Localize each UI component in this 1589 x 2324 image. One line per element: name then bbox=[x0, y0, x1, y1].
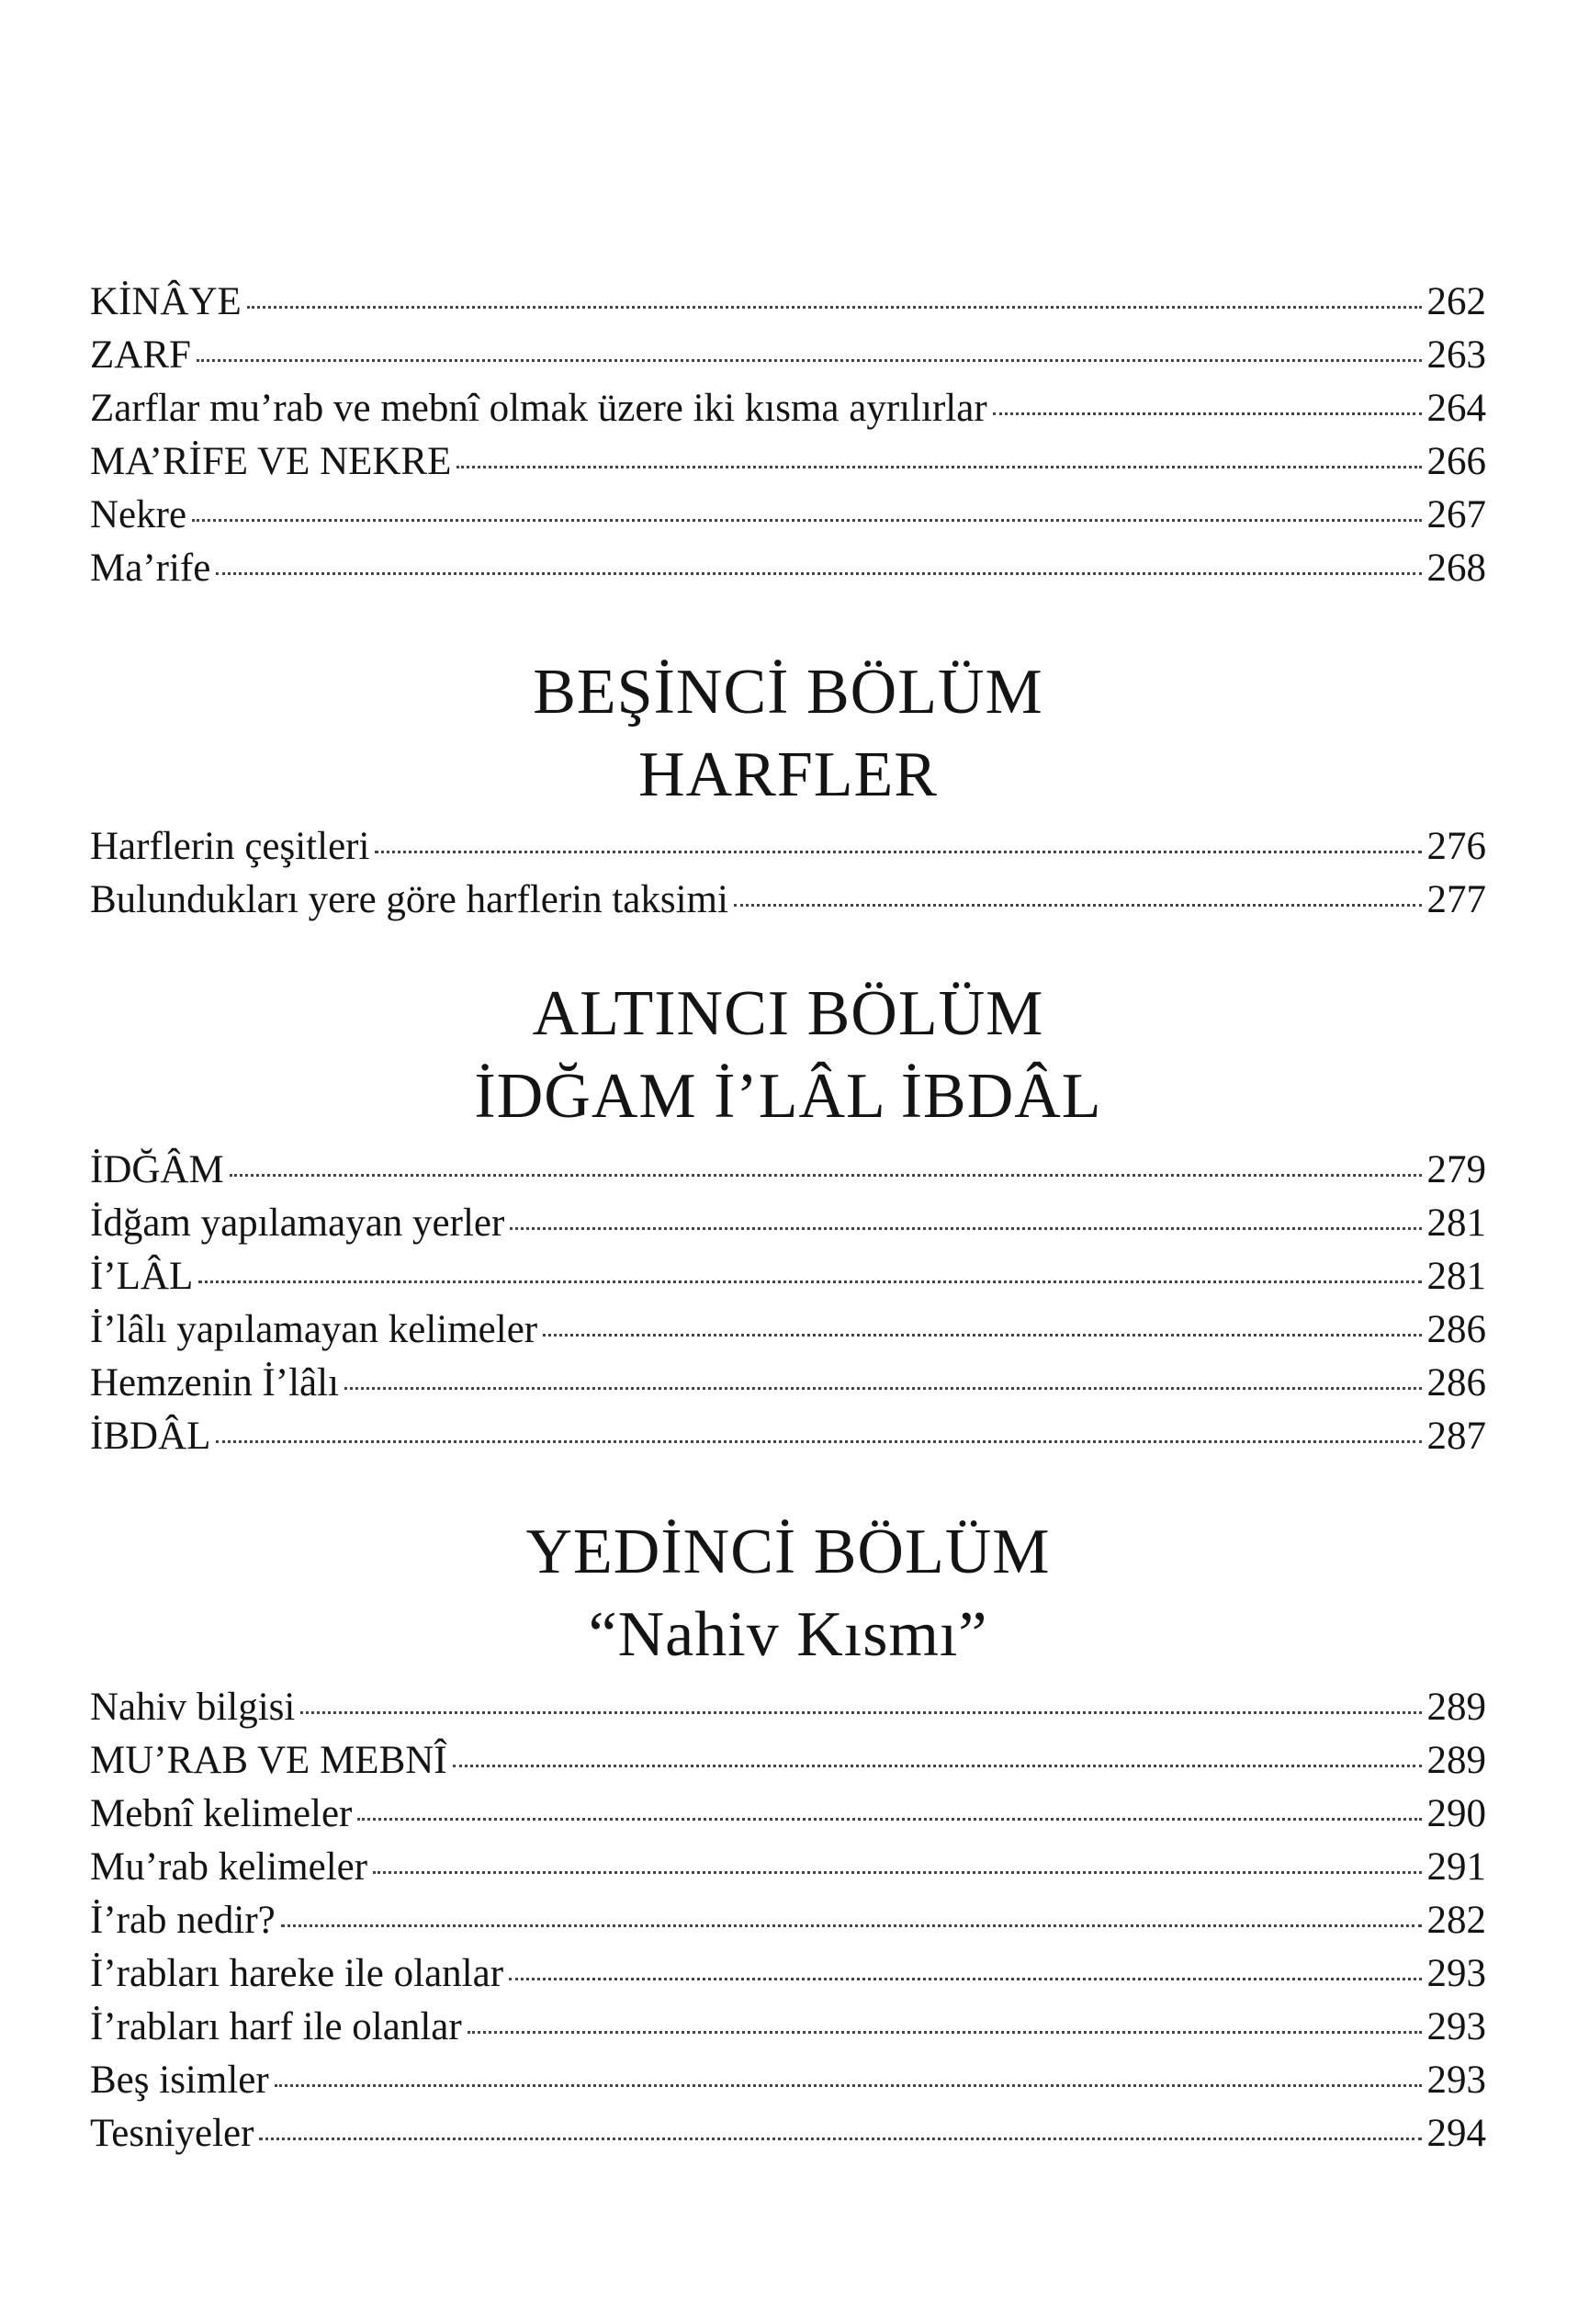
dot-leader bbox=[510, 1227, 1421, 1230]
toc-entry-page: 282 bbox=[1426, 1899, 1486, 1942]
toc-entry-title: İDĞÂM bbox=[90, 1148, 224, 1191]
toc-entry-page: 286 bbox=[1426, 1361, 1486, 1405]
dot-leader bbox=[216, 572, 1421, 575]
toc-entry bbox=[90, 1947, 1486, 2001]
toc-entry bbox=[90, 1841, 1486, 1894]
toc-entry-page: 268 bbox=[1426, 547, 1486, 590]
toc-entry bbox=[90, 1681, 1486, 1734]
dot-leader bbox=[344, 1387, 1421, 1390]
toc-section-idgam bbox=[90, 1144, 1486, 1463]
toc-entry bbox=[90, 874, 1486, 927]
toc-entry-title: Harflerin çeşitleri bbox=[90, 825, 370, 868]
toc-entry bbox=[90, 435, 1486, 489]
section-subheading: HARFLER bbox=[638, 739, 938, 810]
toc-entry-title: Bulundukları yere göre harflerin taksimi bbox=[90, 878, 728, 921]
dot-leader bbox=[375, 851, 1421, 853]
section-subheading: “Nahiv Kısmı” bbox=[588, 1599, 988, 1670]
dot-leader bbox=[543, 1334, 1421, 1337]
dot-leader bbox=[456, 466, 1421, 468]
toc-entry bbox=[90, 382, 1486, 435]
dot-leader bbox=[993, 412, 1422, 415]
toc-entry bbox=[90, 1250, 1486, 1303]
toc-entry-page: 290 bbox=[1426, 1792, 1486, 1835]
toc-entry bbox=[90, 2001, 1486, 2054]
dot-leader bbox=[230, 1174, 1422, 1177]
dot-leader bbox=[373, 1871, 1421, 1874]
toc-entry-page: 279 bbox=[1426, 1148, 1486, 1191]
toc-entry-page: 286 bbox=[1426, 1308, 1486, 1351]
toc-entry-page: 281 bbox=[1426, 1255, 1486, 1298]
dot-leader bbox=[468, 2031, 1422, 2034]
toc-entry bbox=[90, 542, 1486, 595]
toc-entry-title: İ’LÂL bbox=[90, 1255, 194, 1298]
toc-section-nahiv bbox=[90, 1681, 1486, 2160]
toc-entry-title: KİNÂYE bbox=[90, 280, 242, 323]
toc-entry-title: Mu’rab kelimeler bbox=[90, 1845, 368, 1889]
toc-entry-page: 287 bbox=[1426, 1415, 1486, 1458]
toc-entry bbox=[90, 2054, 1486, 2107]
toc-entry bbox=[90, 1303, 1486, 1357]
toc-entry-page: 289 bbox=[1426, 1739, 1486, 1782]
section-subheading: İDĞAM İ’LÂL İBDÂL bbox=[474, 1061, 1102, 1132]
toc-entry-title: Nekre bbox=[90, 493, 187, 536]
dot-leader bbox=[281, 1924, 1422, 1927]
toc-entry-title: Beş isimler bbox=[90, 2059, 269, 2102]
toc-entry-page: 293 bbox=[1426, 2059, 1486, 2102]
toc-entry bbox=[90, 1144, 1486, 1197]
toc-entry bbox=[90, 276, 1486, 329]
dot-leader bbox=[509, 1978, 1421, 1980]
dot-leader bbox=[357, 1818, 1421, 1821]
toc-entry-page: 267 bbox=[1426, 493, 1486, 536]
toc-entry-title: Mebnî kelimeler bbox=[90, 1792, 353, 1835]
toc-section-continuation bbox=[90, 276, 1486, 595]
dot-leader bbox=[216, 1440, 1421, 1443]
toc-entry-page: 262 bbox=[1426, 280, 1486, 323]
toc-section-harfler bbox=[90, 820, 1486, 927]
toc-entry-title: MA’RİFE VE NEKRE bbox=[90, 440, 452, 483]
toc-entry bbox=[90, 1197, 1486, 1250]
dot-leader bbox=[453, 1765, 1422, 1767]
section-heading: BEŞİNCİ BÖLÜM bbox=[533, 657, 1043, 728]
toc-entry-title: İ’rabları harf ile olanlar bbox=[90, 2005, 462, 2048]
dot-leader bbox=[300, 1711, 1421, 1714]
toc-entry bbox=[90, 1734, 1486, 1788]
toc-entry-title: Nahiv bilgisi bbox=[90, 1686, 296, 1729]
dot-leader bbox=[247, 306, 1422, 309]
toc-entry-title: Ma’rife bbox=[90, 547, 211, 590]
dot-leader bbox=[275, 2084, 1422, 2087]
toc-entry bbox=[90, 1410, 1486, 1463]
toc-entry-page: 289 bbox=[1426, 1686, 1486, 1729]
toc-entry-title: İBDÂL bbox=[90, 1415, 211, 1458]
section-heading: YEDİNCİ BÖLÜM bbox=[525, 1517, 1051, 1587]
dot-leader bbox=[197, 359, 1422, 362]
toc-entry-page: 293 bbox=[1426, 1952, 1486, 1995]
toc-entry-title: MU’RAB VE MEBNÎ bbox=[90, 1739, 447, 1782]
toc-entry-title: İdğam yapılamayan yerler bbox=[90, 1201, 505, 1245]
toc-entry-page: 266 bbox=[1426, 440, 1486, 483]
toc-entry bbox=[90, 2107, 1486, 2160]
toc-entry-page: 294 bbox=[1426, 2112, 1486, 2155]
dot-leader bbox=[734, 904, 1422, 907]
toc-entry-title: Tesniyeler bbox=[90, 2112, 254, 2155]
toc-entry-title: Zarflar mu’rab ve mebnî olmak üzere iki kısma ayrılırlar bbox=[90, 387, 987, 430]
toc-entry-page: 264 bbox=[1426, 387, 1486, 430]
toc-entry-page: 291 bbox=[1426, 1845, 1486, 1889]
toc-entry-title: ZARF bbox=[90, 333, 191, 377]
toc-entry-title: İ’rabları hareke ile olanlar bbox=[90, 1952, 504, 1995]
toc-entry-page: 276 bbox=[1426, 825, 1486, 868]
toc-entry-page: 263 bbox=[1426, 333, 1486, 377]
toc-entry bbox=[90, 1357, 1486, 1410]
dot-leader bbox=[198, 1280, 1421, 1283]
dot-leader bbox=[259, 2138, 1421, 2140]
section-heading: ALTINCI BÖLÜM bbox=[532, 978, 1044, 1049]
toc-entry-page: 293 bbox=[1426, 2005, 1486, 2048]
toc-entry bbox=[90, 489, 1486, 542]
toc-entry-title: İ’rab nedir? bbox=[90, 1899, 276, 1942]
toc-entry-page: 277 bbox=[1426, 878, 1486, 921]
toc-entry bbox=[90, 329, 1486, 382]
toc-entry-page: 281 bbox=[1426, 1201, 1486, 1245]
toc-entry bbox=[90, 820, 1486, 874]
toc-entry-title: Hemzenin İ’lâlı bbox=[90, 1361, 340, 1405]
toc-entry bbox=[90, 1788, 1486, 1841]
toc-entry bbox=[90, 1894, 1486, 1947]
toc-entry-title: İ’lâlı yapılamayan kelimeler bbox=[90, 1308, 538, 1351]
dot-leader bbox=[192, 519, 1421, 522]
